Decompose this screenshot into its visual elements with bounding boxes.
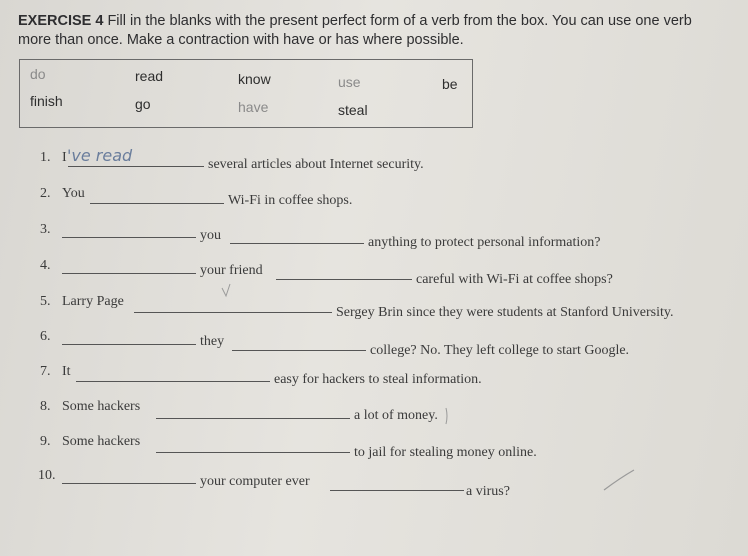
item-after: careful with Wi-Fi at coffee shops?: [416, 272, 613, 287]
item-number: 3.: [40, 222, 51, 237]
exercise-label: EXERCISE 4: [18, 13, 104, 29]
handwritten-answer: 've read: [67, 146, 133, 165]
item-after: easy for hackers to steal information.: [274, 372, 482, 387]
word-go: go: [135, 96, 151, 112]
item-after: a lot of money.: [354, 408, 438, 423]
item-number: 9.: [40, 434, 51, 449]
item-number: 10.: [38, 468, 56, 483]
item-after: Wi-Fi in coffee shops.: [228, 193, 353, 208]
word-read: read: [135, 68, 164, 84]
item-after: to jail for stealing money online.: [354, 445, 537, 460]
word-steal: steal: [338, 102, 368, 118]
item-number: 5.: [40, 294, 51, 309]
item-number: 4.: [40, 258, 51, 273]
item-mid: you: [200, 228, 221, 243]
item-number: 7.: [40, 364, 51, 379]
item-after: several articles about Internet security.: [208, 157, 424, 172]
item-before: Some hackers: [62, 399, 141, 414]
item-number: 6.: [40, 329, 51, 344]
item-mid: your friend: [200, 263, 263, 278]
item-after: Sergey Brin since they were students at Stanford University.: [336, 305, 674, 320]
word-know: know: [238, 71, 271, 87]
item-number: 2.: [40, 186, 51, 201]
item-number: 8.: [40, 399, 51, 414]
item-after: a virus?: [466, 484, 510, 499]
word-use: use: [338, 74, 361, 90]
item-mid: they: [200, 334, 225, 349]
item-before: Some hackers: [62, 434, 141, 449]
item-after: college? No. They left college to start Google.: [370, 343, 630, 358]
item-after: anything to protect personal information?: [368, 235, 601, 250]
item-mid: your computer ever: [200, 474, 310, 489]
item-before: You: [62, 186, 85, 201]
instructions-text: Fill in the blanks with the present perfect form of a verb from the box. You can use one verb more than once. Make a contraction with have or has where possible.: [18, 13, 692, 48]
item-before: Larry Page: [62, 294, 124, 309]
word-be: be: [442, 76, 458, 92]
item-before: I: [62, 150, 67, 165]
word-finish: finish: [30, 93, 63, 109]
item-number: 1.: [40, 150, 51, 165]
word-have: have: [238, 99, 269, 115]
item-before: It: [62, 364, 71, 379]
word-do: do: [30, 66, 46, 82]
